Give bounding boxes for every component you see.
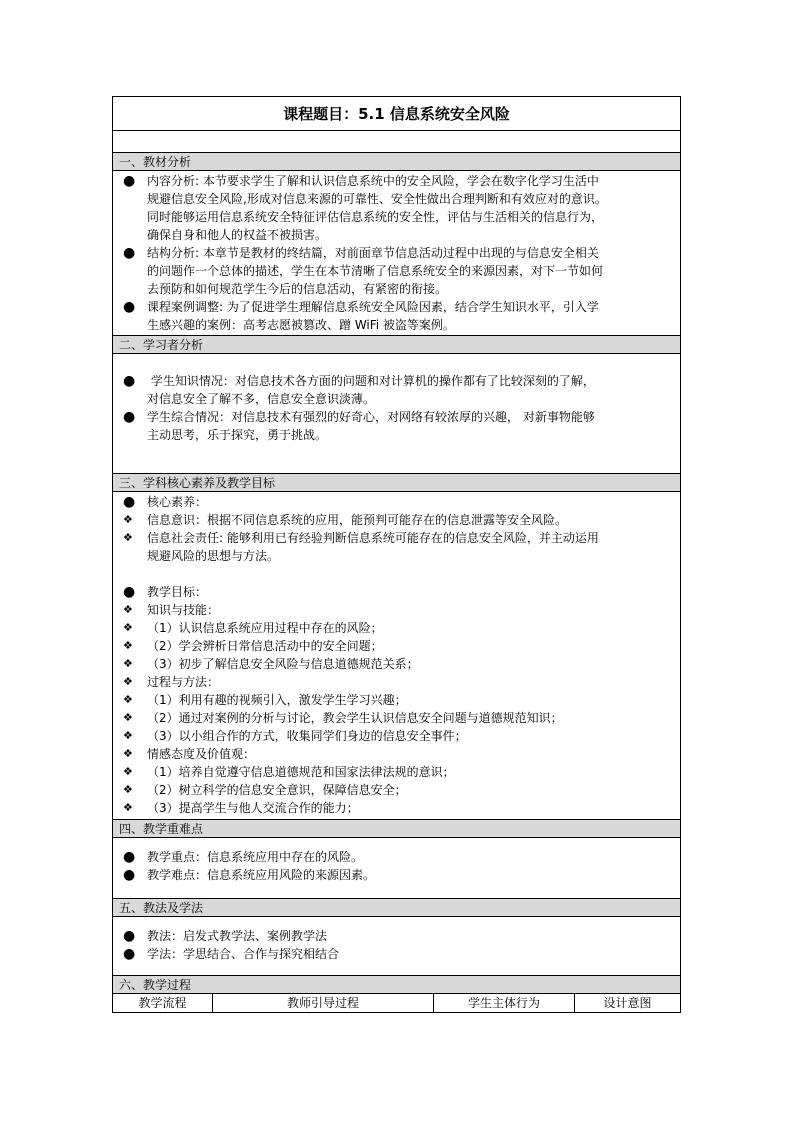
section-body-learner-analysis: [113, 354, 680, 474]
text-line: 对信息安全了解不多，信息安全意识淡薄。: [147, 392, 376, 406]
list-item: [119, 372, 674, 408]
list-item: [119, 799, 674, 817]
list-item: [119, 927, 674, 945]
list-item-text: [147, 244, 674, 298]
list-item-text: [147, 691, 674, 709]
list-item: [119, 781, 674, 799]
list-item-text: [147, 799, 674, 817]
list-item: [119, 763, 674, 781]
list-item-text: [147, 709, 674, 727]
bullet-dot-icon: ●: [123, 173, 136, 189]
spacer: [119, 565, 674, 583]
list-item-text: [147, 927, 674, 945]
text-line: 信息意识：根据不同信息系统的应用，能预判可能存在的信息泄露等安全风险。: [147, 513, 568, 527]
list-item-text: [147, 866, 674, 884]
text-line: 教学重点：信息系统应用中存在的风险。: [147, 850, 364, 864]
bullet-dot-icon: ●: [123, 245, 136, 261]
teaching-process-header-row: [113, 994, 680, 1012]
list-item: [119, 848, 674, 866]
list-item: [119, 866, 674, 884]
bullet-dot-icon: ●: [123, 867, 136, 883]
lesson-plan-table: [112, 96, 681, 1013]
list-item-text: [147, 529, 674, 565]
text-line: （2）学会辨析日常信息活动中的安全问题；: [147, 639, 383, 653]
text-line: （3）提高学生与他人交流合作的能力；: [147, 801, 359, 815]
bullet-diamond-icon: ❖: [123, 675, 133, 688]
text-line: 同时能够运用信息系统安全特征评估信息系统的安全性，评估与生活相关的信息行为，: [147, 210, 604, 224]
text-line: 的问题作一个总体的描述，学生在本节清晰了信息系统安全的来源因素，对下一节如何: [147, 264, 604, 278]
list-item: [119, 709, 674, 727]
bullet-diamond-icon: ❖: [123, 603, 133, 616]
list-item: [119, 244, 674, 298]
text-line: 信息社会责任: 能够利用已有经验判断信息系统可能存在的信息安全风险，并主动运用: [147, 531, 599, 545]
text-line: 教法：启发式教学法、案例教学法: [147, 929, 328, 943]
list-item-text: [147, 781, 674, 799]
bullet-dot-icon: ●: [123, 409, 136, 425]
text-line: 学生知识情况：对信息技术各方面的问题和对计算机的操作都有了比较深刻的了解，: [147, 374, 595, 388]
text-line: （1）培养自觉遵守信息道德规范和国家法律法规的意识；: [147, 765, 455, 779]
list-item: [119, 529, 674, 565]
list-item: [119, 583, 674, 601]
text-line: 知识与技能：: [147, 603, 220, 617]
list-item-text: [147, 673, 674, 691]
list-item-text: [147, 408, 674, 444]
bullet-diamond-icon: ❖: [123, 531, 133, 544]
bullet-diamond-icon: ❖: [123, 693, 133, 706]
list-item: [119, 745, 674, 763]
text-line: （1）认识信息系统应用过程中存在的风险；: [147, 621, 383, 635]
list-item: [119, 511, 674, 529]
text-line: （2）树立科学的信息安全意识，保障信息安全；: [147, 783, 407, 797]
list-item-text: [147, 848, 674, 866]
bullet-dot-icon: ●: [123, 494, 136, 510]
col-teaching-flow: 教学流程: [113, 994, 213, 1012]
text-line: 教学目标：: [147, 585, 208, 599]
list-item: [119, 172, 674, 244]
section-heading-teaching-learning-methods: 五、教法及学法: [113, 899, 680, 917]
text-line: 过程与方法：: [147, 675, 220, 689]
bullet-dot-icon: ●: [123, 299, 136, 315]
list-item: [119, 945, 674, 963]
list-item-text: [147, 727, 674, 745]
list-item: [119, 408, 674, 444]
bullet-diamond-icon: ❖: [123, 729, 133, 742]
list-item: [119, 691, 674, 709]
bullet-diamond-icon: ❖: [123, 747, 133, 760]
text-line: 情感态度及价值观：: [147, 747, 256, 761]
section-heading-core-literacy-goals: 三、学科核心素养及教学目标: [113, 474, 680, 492]
text-line: （1）利用有趣的视频引入，激发学生学习兴趣；: [147, 693, 407, 707]
section-heading-textbook-analysis: 一、教材分析: [113, 153, 680, 171]
bullet-diamond-icon: ❖: [123, 801, 133, 814]
list-item: [119, 493, 674, 511]
text-line: 规避风险的思想与方法。: [147, 549, 280, 563]
blank-row: [113, 131, 680, 153]
list-item-text: [147, 619, 674, 637]
list-item-text: [147, 298, 674, 334]
text-line: 学生综合情况：对信息技术有强烈的好奇心，对网络有较浓厚的兴趣， 对新事物能够: [147, 410, 595, 424]
list-item-text: [147, 945, 674, 963]
section-body-textbook-analysis: [113, 171, 680, 336]
bullet-dot-icon: ●: [123, 928, 136, 944]
list-item: [119, 619, 674, 637]
text-line: 内容分析: 本节要求学生了解和认识信息系统中的安全风险，学会在数字化学习生活中: [147, 174, 599, 188]
bullet-dot-icon: ●: [123, 946, 136, 962]
section-heading-learner-analysis: 二、学习者分析: [113, 336, 680, 354]
text-line: 主动思考，乐于探究，勇于挑战。: [147, 428, 328, 442]
bullet-diamond-icon: ❖: [123, 639, 133, 652]
list-item-text: [147, 372, 674, 408]
text-line: 结构分析: 本章节是教材的终结篇，对前面章节信息活动过程中出现的与信息安全相关: [147, 246, 599, 260]
list-item-text: [147, 745, 674, 763]
text-line: 确保自身和他人的权益不被损害。: [147, 228, 328, 242]
text-line: 规避信息安全风险,形成对信息来源的可靠性、安全性做出合理判断和有效应对的意识。: [147, 192, 607, 206]
section-body-core-literacy-goals: [113, 492, 680, 820]
list-item-text: [147, 511, 674, 529]
bullet-diamond-icon: ❖: [123, 711, 133, 724]
list-item-text: [147, 493, 674, 511]
course-title: 课程题目：5.1 信息系统安全风险: [113, 97, 680, 131]
text-line: 生感兴趣的案例：高考志愿被篡改、蹭 WiFi 被盗等案例。: [147, 318, 455, 332]
list-item-text: [147, 583, 674, 601]
col-design-intent: 设计意图: [603, 996, 652, 1010]
section-body-teaching-learning-methods: [113, 917, 680, 976]
list-item-text: [147, 655, 674, 673]
section-heading-key-difficult-points: 四、教学重难点: [113, 820, 680, 838]
text-line: 核心素养：: [147, 495, 208, 509]
bullet-diamond-icon: ❖: [123, 621, 133, 634]
list-item-text: [147, 601, 674, 619]
bullet-diamond-icon: ❖: [123, 657, 133, 670]
col-teacher-guidance: 教师引导过程: [213, 994, 434, 1012]
section-body-key-difficult-points: [113, 838, 680, 899]
text-line: （3）初步了解信息安全风险与信息道德规范关系；: [147, 657, 419, 671]
list-item-text: [147, 172, 674, 244]
bullet-dot-icon: ●: [123, 849, 136, 865]
text-line: 课程案例调整: 为了促进学生理解信息系统安全风险因素，结合学生知识水平，引入学: [147, 300, 599, 314]
list-item-text: [147, 637, 674, 655]
section-heading-teaching-process: 六、教学过程: [113, 976, 680, 994]
text-line: 学法：学思结合、合作与探究相结合: [147, 947, 340, 961]
bullet-diamond-icon: ❖: [123, 765, 133, 778]
bullet-diamond-icon: ❖: [123, 783, 133, 796]
list-item: [119, 637, 674, 655]
col-student-activity: 学生主体行为: [434, 994, 575, 1012]
list-item: [119, 727, 674, 745]
list-item: [119, 673, 674, 691]
text-line: 去预防和如何规范学生今后的信息活动，有紧密的衔接。: [147, 282, 448, 296]
list-item: [119, 655, 674, 673]
text-line: （3）以小组合作的方式，收集同学们身边的信息安全事件；: [147, 729, 467, 743]
list-item: [119, 601, 674, 619]
bullet-dot-icon: ●: [123, 373, 136, 389]
list-item: [119, 298, 674, 334]
text-line: （2）通过对案例的分析与讨论，教会学生认识信息安全问题与道德规范知识；: [147, 711, 563, 725]
list-item-text: [147, 763, 674, 781]
bullet-diamond-icon: ❖: [123, 513, 133, 526]
text-line: 教学难点：信息系统应用风险的来源因素。: [147, 868, 376, 882]
bullet-dot-icon: ●: [123, 584, 136, 600]
